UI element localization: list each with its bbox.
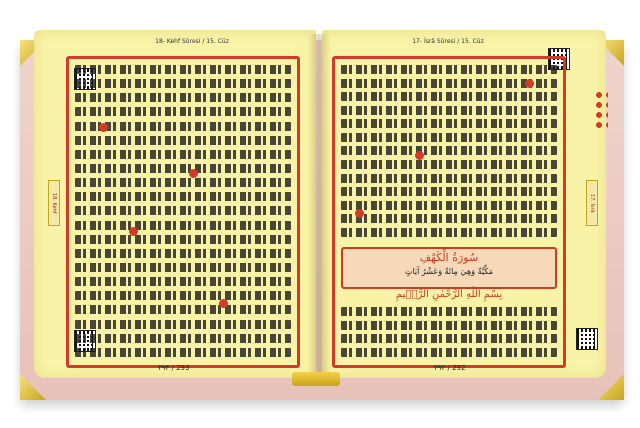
page-ornament-icon (594, 90, 608, 130)
left-page-arabic-text (75, 65, 291, 357)
bookmark-ribbon (292, 372, 340, 386)
verse-marker-icon (219, 299, 228, 308)
qr-code-icon (576, 328, 598, 350)
surah-title-block (341, 247, 557, 289)
right-page-side-tab: 17. İsrâ (586, 180, 598, 226)
book-gutter (308, 34, 330, 378)
surah-title: سُورَةُ الْكَهْفِ (419, 251, 479, 264)
right-page-arabic-text-top (341, 65, 557, 237)
left-page-number: ٢٩٣ / 293 (158, 364, 190, 372)
left-page-header: 18- Kehf Sûresi / 15. Cüz (155, 38, 229, 45)
left-page (34, 30, 316, 378)
verse-marker-icon (415, 151, 424, 160)
right-page-number: ٢٩٢ / 292 (434, 364, 466, 372)
verse-marker-icon (525, 79, 534, 88)
verse-marker-icon (189, 169, 198, 178)
verse-marker-icon (355, 209, 364, 218)
verse-marker-icon (99, 123, 108, 132)
left-page-side-tab: 18. Kehf (48, 180, 60, 226)
right-page-text-frame (332, 56, 566, 368)
left-page-text-frame (66, 56, 300, 368)
right-page-header: 17- İsrâ Sûresi / 15. Cüz (412, 38, 484, 45)
right-page (322, 30, 606, 378)
bismillah: بِسْمِ اللّٰهِ الرَّحْمٰنِ الرَّح۪يمِ (395, 289, 503, 300)
right-page-arabic-text-bottom (341, 307, 557, 357)
surah-subtitle: مَكِّيَّةٌ وَهِيَ مِائَةٌ وَعَشْرُ آيَاتٍ (404, 267, 494, 276)
verse-marker-icon (129, 227, 138, 236)
